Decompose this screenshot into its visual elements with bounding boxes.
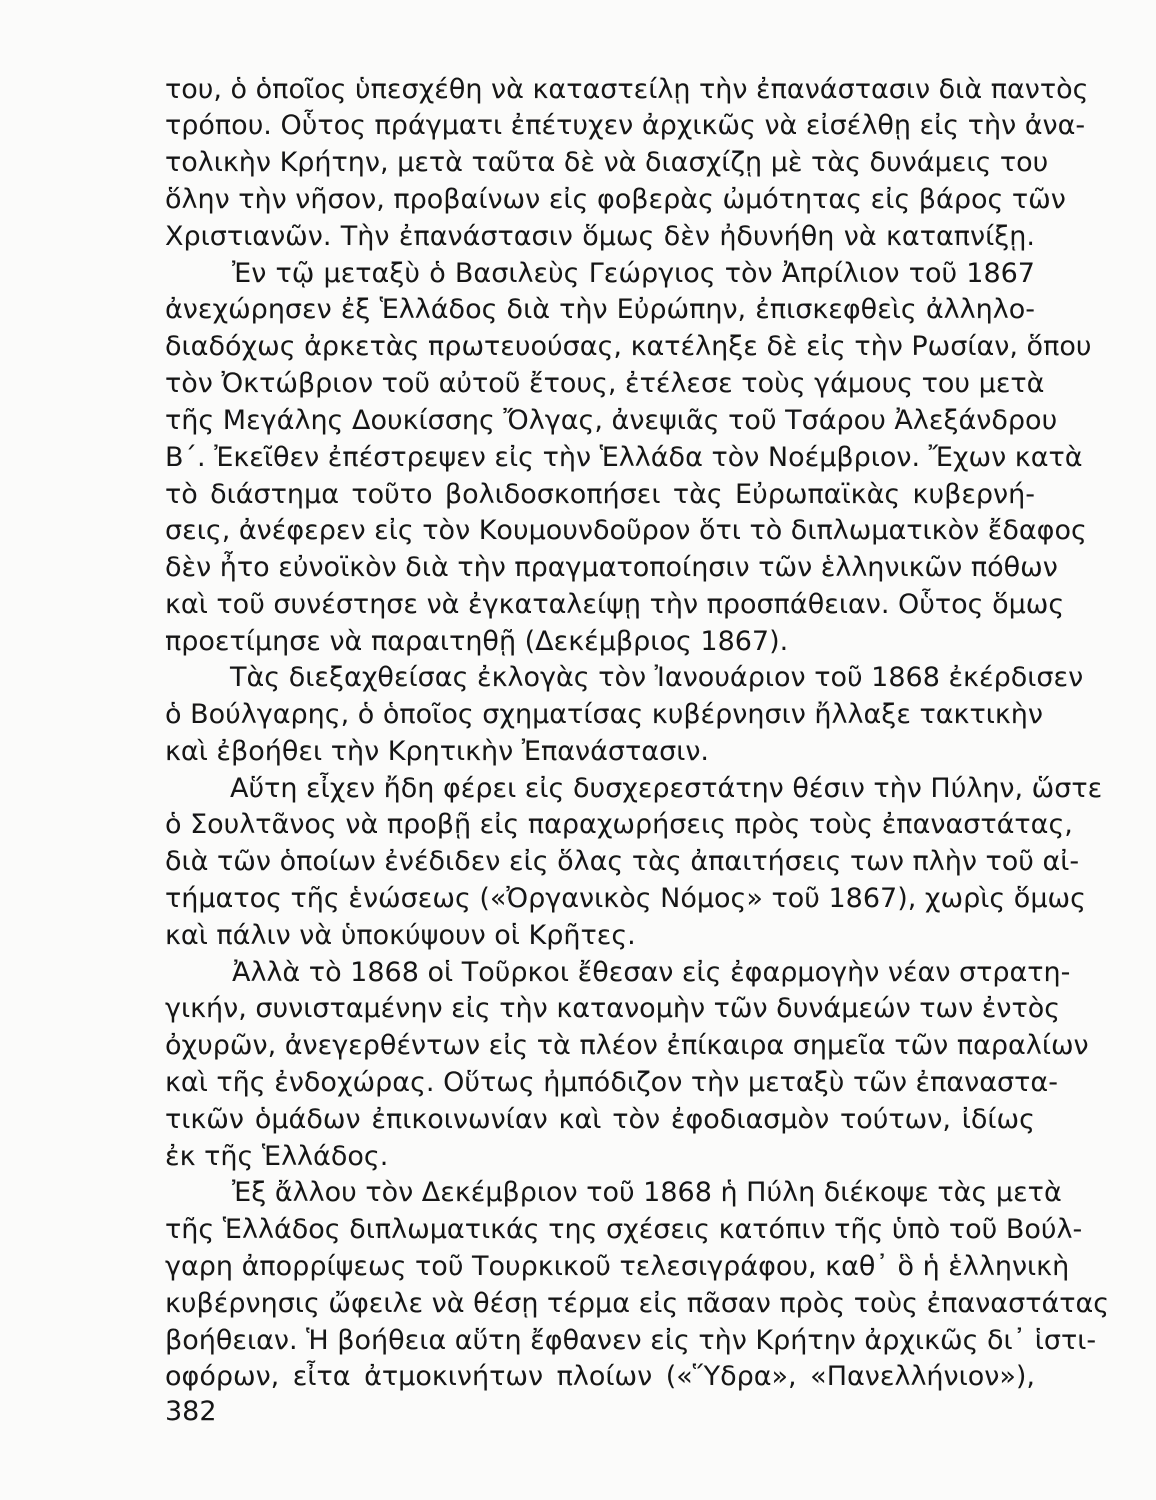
text-line: κυβέρνησις ὤφειλε νὰ θέσῃ τέρμα εἰς πᾶσαν πρὸς τοὺς ἐπαναστάτας [165, 1288, 1110, 1319]
text-line: τήματος τῆς ἑνώσεως («Ὀργανικὸς Νόμος» τοῦ 1867), χωρὶς ὅμως [165, 883, 1086, 914]
text-line: Ἐξ ἄλλου τὸν Δεκέμβριον τοῦ 1868 ἡ Πύλη διέκοψε τὰς μετὰ [232, 1177, 1062, 1208]
text-line: τὸ διάστημα τοῦτο βολιδοσκοπήσει τὰς Εὐρωπαϊκὰς κυβερνή- [165, 479, 1035, 510]
text-line: τῆς Μεγάλης Δουκίσσης Ὄλγας, ἀνεψιᾶς τοῦ Τσάρου Ἀλεξάνδρου [165, 405, 1058, 436]
text-line: οφόρων, εἶτα ἀτμοκινήτων πλοίων («Ὕδρα», «Πανελλήνιον»), [165, 1361, 1035, 1392]
text-line: ὅλην τὴν νῆσον, προβαίνων εἰς φοβερὰς ὠμότητας εἰς βάρος τῶν [165, 184, 1066, 215]
text-line: δὲν ἦτο εὐνοϊκὸν διὰ τὴν πραγματοποίησιν τῶν ἑλληνικῶν πόθων [165, 552, 1058, 583]
text-line: ὀχυρῶν, ἀνεγερθέντων εἰς τὰ πλέον ἐπίκαιρα σημεῖα τῶν παραλίων [165, 1030, 1089, 1061]
text-line: σεις, ἀνέφερεν εἰς τὸν Κουμουνδοῦρον ὅτι τὸ διπλωματικὸν ἔδαφος [165, 515, 1087, 546]
text-line: καὶ πάλιν νὰ ὑποκύψουν οἱ Κρῆτες. [165, 920, 636, 951]
text-line: Χριστιανῶν. Τὴν ἐπανάστασιν ὅμως δὲν ἠδυνήθη νὰ καταπνίξῃ. [165, 221, 1035, 252]
text-line: διὰ τῶν ὁποίων ἐνέδιδεν εἰς ὅλας τὰς ἀπαιτήσεις των πλὴν τοῦ αἰ- [165, 846, 1080, 877]
text-line: καὶ τοῦ συνέστησε νὰ ἐγκαταλείψῃ τὴν προσπάθειαν. Οὗτος ὅμως [165, 589, 1065, 620]
text-line: ὁ Βούλγαρης, ὁ ὁποῖος σχηματίσας κυβέρνησιν ἤλλαξε τακτικὴν [165, 699, 1043, 730]
page-number: 382 [165, 1396, 217, 1427]
text-line: γικήν, συνισταμένην εἰς τὴν κατανομὴν τῶν δυνάμεών των ἐντὸς [165, 993, 1061, 1024]
text-line: καὶ τῆς ἐνδοχώρας. Οὕτως ἠμπόδιζον τὴν μεταξὺ τῶν ἐπαναστα- [165, 1067, 1058, 1098]
text-line: τικῶν ὁμάδων ἐπικοινωνίαν καὶ τὸν ἐφοδιασμὸν τούτων, ἰδίως [165, 1104, 1035, 1135]
text-line: τολικὴν Κρήτην, μετὰ ταῦτα δὲ νὰ διασχίζῃ μὲ τὰς δυνάμεις του [165, 147, 1049, 178]
text-line: ἀνεχώρησεν ἐξ Ἑλλάδος διὰ τὴν Εὐρώπην, ἐπισκεφθεὶς ἀλληλο- [165, 294, 1035, 325]
text-line: του, ὁ ὁποῖος ὑπεσχέθη νὰ καταστείλῃ τὴν ἐπανάστασιν διὰ παντὸς [165, 74, 1089, 105]
text-line: καὶ ἐβοήθει τὴν Κρητικὴν Ἐπανάστασιν. [165, 736, 709, 767]
text-line: γαρη ἀπορρίψεως τοῦ Τουρκικοῦ τελεσιγράφου, καθ᾽ ὃ ἡ ἑλληνικὴ [165, 1251, 1070, 1282]
text-line: Ἐν τῷ μεταξὺ ὁ Βασιλεὺς Γεώργιος τὸν Ἀπρίλιον τοῦ 1867 [232, 258, 1035, 289]
text-line: Τὰς διεξαχθείσας ἐκλογὰς τὸν Ἰανουάριον τοῦ 1868 ἐκέρδισεν [230, 662, 1084, 693]
text-line: ὁ Σουλτᾶνος νὰ προβῇ εἰς παραχωρήσεις πρὸς τοὺς ἐπαναστάτας, [165, 809, 1073, 840]
text-line: Ἀλλὰ τὸ 1868 οἱ Τοῦρκοι ἔθεσαν εἰς ἐφαρμογὴν νέαν στρατη- [232, 957, 1071, 988]
text-line: τὸν Ὀκτώβριον τοῦ αὐτοῦ ἔτους, ἐτέλεσε τοὺς γάμους του μετὰ [165, 368, 1045, 399]
text-line: βοήθειαν. Ἡ βοήθεια αὕτη ἔφθανεν εἰς τὴν Κρήτην ἀρχικῶς δι᾽ ἱστι- [165, 1325, 1097, 1356]
text-line: Β΄. Ἐκεῖθεν ἐπέστρεψεν εἰς τὴν Ἑλλάδα τὸν Νοέμβριον. Ἔχων κατὰ [165, 442, 1083, 473]
text-line: προετίμησε νὰ παραιτηθῇ (Δεκέμβριος 1867). [165, 626, 789, 657]
text-line: Αὕτη εἶχεν ἤδη φέρει εἰς δυσχερεστάτην θέσιν τὴν Πύλην, ὥστε [230, 773, 1103, 804]
text-line: διαδόχως ἀρκετὰς πρωτευούσας, κατέληξε δὲ εἰς τὴν Ρωσίαν, ὅπου [165, 331, 1092, 362]
text-line: τῆς Ἑλλάδος διπλωματικάς της σχέσεις κατόπιν τῆς ὑπὸ τοῦ Βούλ- [165, 1214, 1083, 1245]
text-line: τρόπου. Οὗτος πράγματι ἐπέτυχεν ἀρχικῶς νὰ εἰσέλθῃ εἰς τὴν ἀνα- [165, 110, 1086, 141]
text-line: ἐκ τῆς Ἑλλάδος. [165, 1141, 389, 1172]
